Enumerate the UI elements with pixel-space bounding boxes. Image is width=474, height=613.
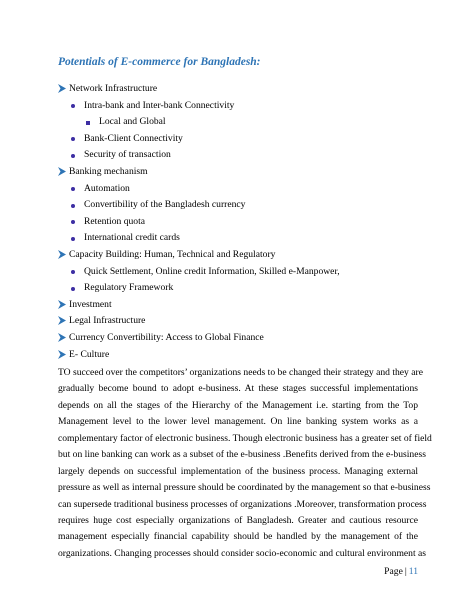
paragraph-line: organizations. Changing processes should consider socio-economic and cultural environment as xyxy=(58,547,427,559)
outline-item-level-2: Quick Settlement, Online credit Information, Skilled e-Manpower, xyxy=(84,265,340,277)
outline-item-level-2: Intra-bank and Inter-bank Connectivity xyxy=(84,99,235,111)
round-bullet-icon xyxy=(71,187,75,191)
outline-item-level-1: Capacity Building: Human, Technical and Regulatory xyxy=(69,249,276,260)
arrow-bullet-icon xyxy=(58,315,67,327)
arrow-bullet-icon xyxy=(58,299,67,311)
page-number: 11 xyxy=(408,566,418,577)
paragraph-line: pressure as well as internal pressure should be coordinated by the management so that e-business xyxy=(58,482,431,494)
outline-item-level-2: Security of transaction xyxy=(84,149,171,161)
outline-item-level-2: Retention quota xyxy=(84,215,146,227)
page-label: Page xyxy=(384,566,403,577)
outline-item-level-2: Bank-Client Connectivity xyxy=(84,132,183,144)
paragraph-line: complementary factor of electronic business. Though electronic business has a greater set of field xyxy=(58,432,432,444)
arrow-bullet-icon xyxy=(58,249,67,261)
paragraph-line: can supersede traditional business processes of organizations .Moreover, transformation process xyxy=(58,498,427,510)
round-bullet-icon xyxy=(71,237,75,241)
paragraph-line: Management level to the lower level management. On line banking system works as a xyxy=(58,416,418,428)
section-heading: Potentials of E-commerce for Bangladesh: xyxy=(58,56,261,68)
page-footer xyxy=(384,566,418,577)
outline-item-level-2: Automation xyxy=(84,182,130,194)
round-bullet-icon xyxy=(71,154,75,158)
arrow-bullet-icon xyxy=(58,332,67,344)
round-bullet-icon xyxy=(71,287,75,291)
paragraph-line: requires huge cost especially organizations of Bangladesh. Greater and cautious resource xyxy=(58,514,418,526)
outline-item-level-2: Regulatory Framework xyxy=(84,282,174,294)
outline-item-level-1: Investment xyxy=(69,298,112,310)
paragraph-line: depends on all the stages of the Hierarchy of the Management i.e. starting from the Top xyxy=(58,399,418,411)
paragraph-line: TO succeed over the competitors’ organizations needs to be changed their strategy and they are xyxy=(58,367,423,378)
body-paragraph xyxy=(58,365,432,562)
outline-item-level-2: Convertibility of the Bangladesh currency xyxy=(84,199,246,211)
round-bullet-icon xyxy=(71,104,75,108)
paragraph-line: gradually become bound to adopt e-business. At these stages successful implementations xyxy=(58,383,418,395)
arrow-bullet-icon xyxy=(58,83,67,95)
round-bullet-icon xyxy=(71,137,75,141)
outline-item-level-1: Currency Convertibility: Access to Global Finance xyxy=(69,332,264,343)
outline-item-level-2: International credit cards xyxy=(84,232,180,244)
outline-item-level-1: Banking mechanism xyxy=(69,166,148,177)
paragraph-line: management especially financial capability should be handled by the management of the xyxy=(58,531,418,543)
paragraph-line: but on line banking can work as a subset of the e-business .Benefits derived from the e-business xyxy=(58,449,426,461)
round-bullet-icon xyxy=(71,220,75,224)
round-bullet-icon xyxy=(71,270,75,274)
page-separator: | xyxy=(404,566,407,577)
outline-item-level-1: E- Culture xyxy=(69,348,110,360)
arrow-bullet-icon xyxy=(58,166,67,178)
paragraph-line: largely depends on successful implementation of the business process. Managing external xyxy=(58,465,418,477)
round-bullet-icon xyxy=(71,204,75,208)
outline-item-level-1: Legal Infrastructure xyxy=(69,315,146,327)
square-bullet-icon xyxy=(86,121,90,125)
outline-item-level-3: Local and Global xyxy=(99,116,166,128)
arrow-bullet-icon xyxy=(58,349,67,361)
outline-item-level-1: Network Infrastructure xyxy=(69,83,158,94)
